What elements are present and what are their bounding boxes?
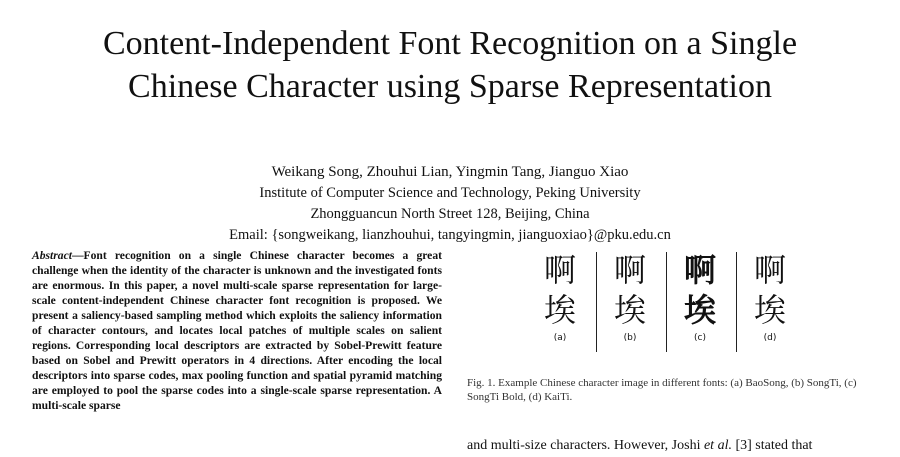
paper-title [0, 22, 900, 108]
abstract-text: —Font recognition on a single Chinese character becomes a great challenge when the identity of the character is unknown and the investigated fonts are enormous. In this paper, a novel multi-scale sparse representation for large-scale content-independent Chinese character font recognition is proposed. We present a saliency-based sampling method which exploits the saliency information of character contours, and locates local patches of multiple scales on salient regions. Corresponding local descriptors are extracted by Sobel-Prewitt feature based on Sobel and Prewitt operators in 4 directions. After encoding the local descriptors into sparse codes, max pooling function and spatial pyramid matching are employed to pool the sparse codes into a single-scale sparse representation. A multi-scale sparse [32, 249, 442, 412]
character-2: 埃 [753, 291, 786, 329]
email-line: Email: {songweikang, lianzhouhui, tangyingmin, jianguoxiao}@pku.edu.cn [229, 227, 671, 243]
figure-panel-d [740, 250, 800, 355]
panel-divider [736, 252, 737, 352]
panel-label: (d) [763, 333, 777, 343]
author-block [0, 162, 900, 246]
character-1: 啊 [543, 251, 576, 289]
affiliation-line-1: Institute of Computer Science and Technology, Peking University [259, 185, 641, 201]
panel-label: (b) [623, 333, 637, 343]
body-text [467, 437, 877, 455]
character-2: 埃 [543, 291, 576, 329]
figure-panel-a [530, 250, 590, 355]
character-1: 啊 [753, 251, 786, 289]
panel-label: (c) [694, 333, 706, 343]
panel-label: (a) [553, 333, 567, 343]
panel-divider [596, 252, 597, 352]
character-2: 埃 [613, 291, 646, 329]
figure-panel-c [670, 250, 730, 355]
title-line-2: Chinese Character using Sparse Representation [128, 68, 772, 105]
author-names: Weikang Song, Zhouhui Lian, Yingmin Tang, Jianguo Xiao [271, 164, 629, 180]
affiliation-line-2: Zhongguancun North Street 128, Beijing, China [310, 206, 590, 222]
figure-1 [530, 250, 800, 360]
body-text-italic: et al. [703, 438, 732, 453]
figure-caption: Fig. 1. Example Chinese character image in different fonts: (a) BaoSong, (b) SongTi, (c) SongTi Bold, (d) KaiTi. [467, 377, 857, 403]
abstract [32, 248, 442, 413]
title-line-1: Content-Independent Font Recognition on a Single [102, 25, 798, 62]
body-text-part: and multi-size characters. However, Joshi [467, 438, 704, 453]
character-1: 啊 [683, 251, 716, 289]
panel-divider [666, 252, 667, 352]
body-text-part: [3] stated that [731, 438, 813, 453]
character-2: 埃 [683, 291, 716, 329]
character-1: 啊 [613, 251, 646, 289]
abstract-label: Abstract [32, 249, 72, 262]
figure-panel-b [600, 250, 660, 355]
